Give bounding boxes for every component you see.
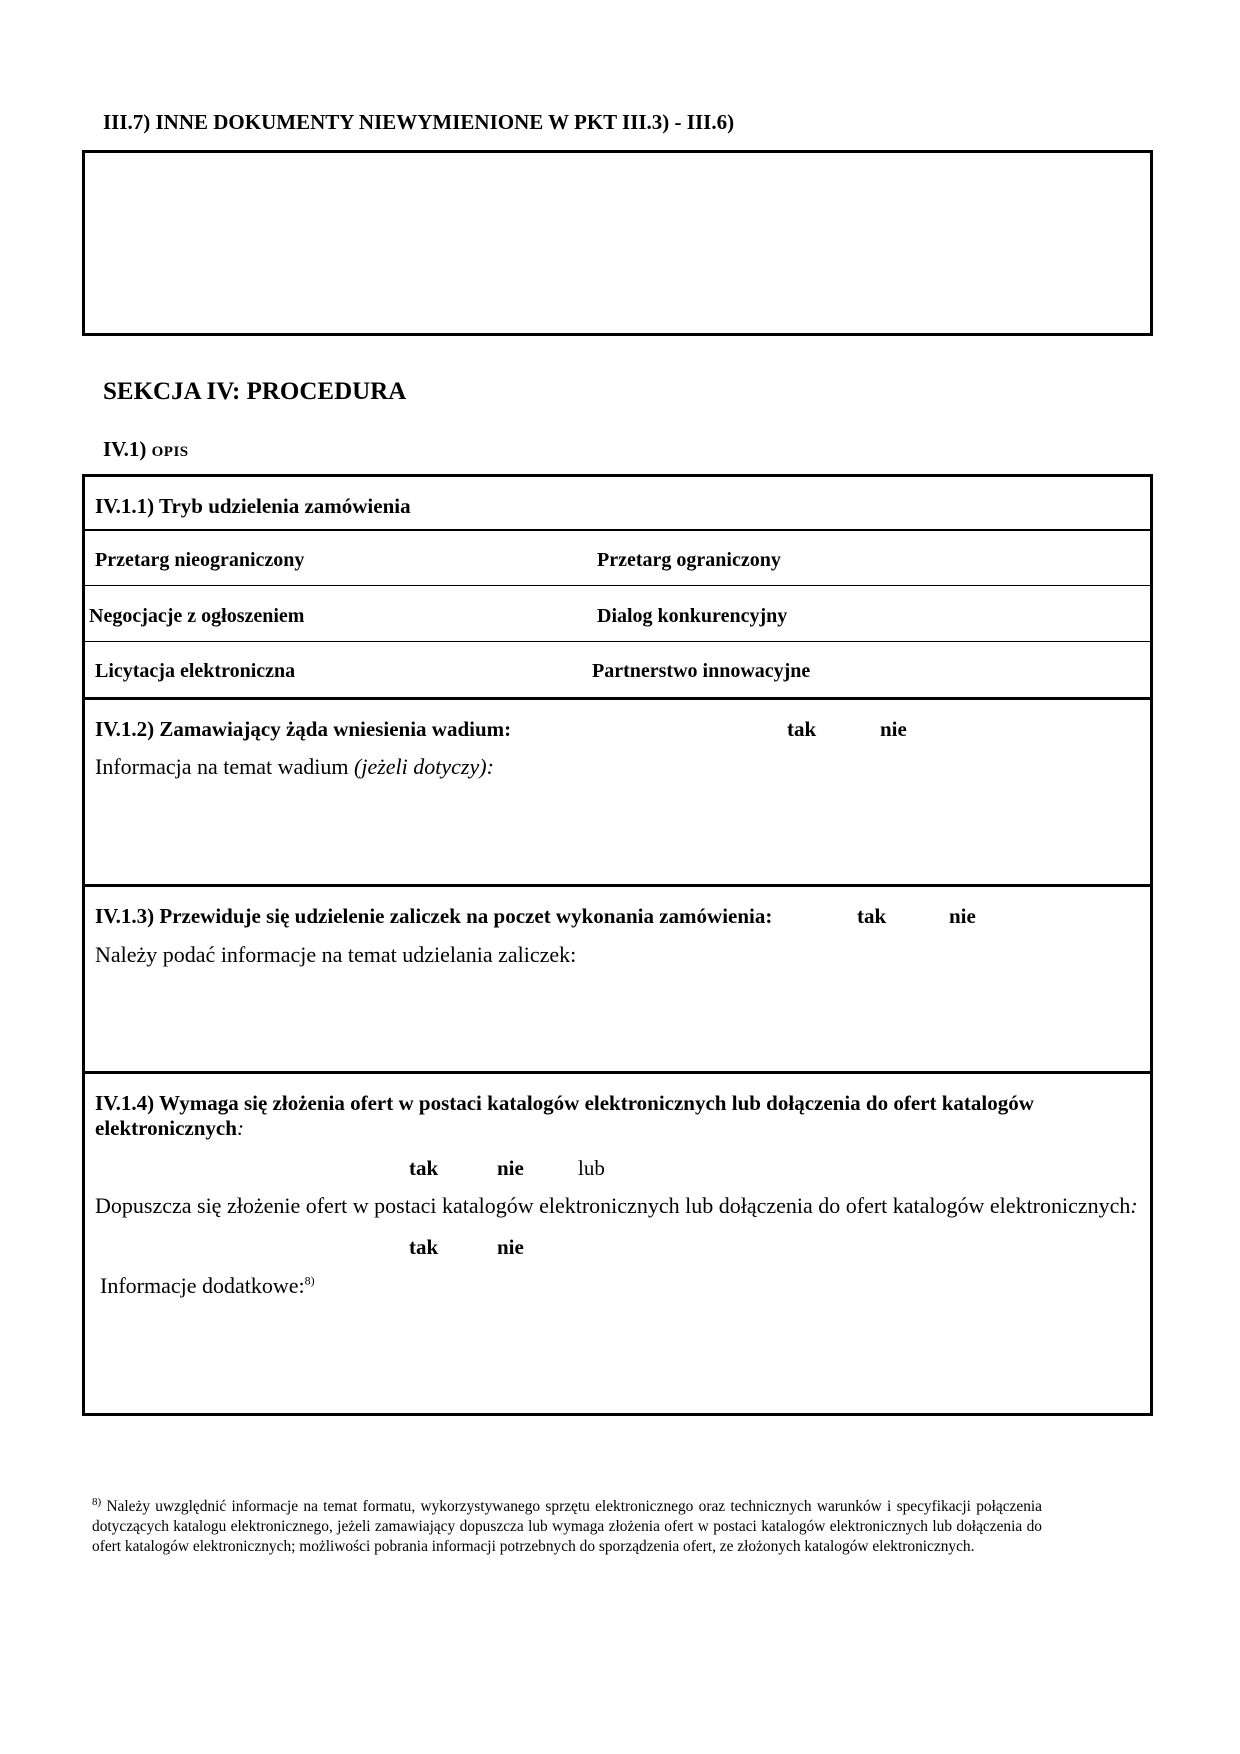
iv14-yes-option[interactable]: tak (409, 1156, 439, 1180)
iv14-heading-colon: : (236, 1116, 244, 1140)
divider (84, 641, 1151, 642)
divider (82, 529, 1153, 531)
divider (82, 884, 1153, 887)
section-iv1-heading (103, 437, 189, 462)
option-dialog-konkurencyjny[interactable]: Dialog konkurencyjny (597, 605, 788, 627)
footnote-text: Należy uwzględnić informacje na temat formatu, wykorzystywanego sprzętu elektronicznego oraz technicznych warunków i specyfikacji połączenia dotyczących katalogu elektronicznego, jeżeli zamawiający dopuszcza lub wymaga złożenia ofert w postaci katalogów elektronicznych lub dołączenia do ofert katalogów elektronicznych; możliwości pobrania informacji potrzebnych do sporządzenia ofert, ze złożonych katalogów elektronicznych. (92, 1498, 1042, 1556)
iv14-extra-text: Informacje dodatkowe: (100, 1273, 305, 1298)
iv12-info-text: Informacja na temat wadium (95, 754, 349, 779)
section-iv1-label: OPIS (151, 444, 189, 460)
iv12-heading: IV.1.2) Zamawiający żąda wniesienia wadium: (95, 717, 512, 741)
option-negocjacje-z-ogloszeniem[interactable]: Negocjacje z ogłoszeniem (89, 605, 305, 627)
iv14-allowed-yes-option[interactable]: tak (409, 1235, 439, 1259)
iv14-no-option[interactable]: nie (497, 1156, 524, 1180)
iv13-heading: IV.1.3) Przewiduje się udzielenie zaliczek na poczet wykonania zamówienia: (95, 904, 773, 928)
iv14-heading (95, 1091, 1135, 1141)
option-partnerstwo-innowacyjne[interactable]: Partnerstwo innowacyjne (592, 660, 811, 682)
option-przetarg-ograniczony[interactable]: Przetarg ograniczony (597, 549, 781, 571)
section-iv-title: SEKCJA IV: PROCEDURA (103, 378, 407, 405)
section-iv1-prefix: IV.1) (103, 437, 147, 461)
iv12-yes-option[interactable]: tak (787, 717, 817, 741)
iv11-heading: IV.1.1) Tryb udzielenia zamówienia (95, 494, 411, 518)
iv12-info-note: (jeżeli dotyczy): (354, 754, 494, 779)
iv14-extra-info-label (100, 1273, 315, 1299)
iv12-info-label (95, 754, 494, 780)
iv14-allowed-no-option[interactable]: nie (497, 1235, 524, 1259)
iv14-allowed-text (95, 1193, 1138, 1219)
footnote-marker: 8) (92, 1496, 102, 1508)
iv13-yes-option[interactable]: tak (857, 904, 887, 928)
divider (82, 697, 1153, 700)
divider (84, 585, 1151, 586)
iv13-info-label: Należy podać informacje na temat udzielania zaliczek: (95, 942, 577, 967)
iv14-allowed-label: Dopuszcza się złożenie ofert w postaci katalogów elektronicznych lub dołączenia do ofert katalogów elektronicznych (95, 1193, 1131, 1218)
section-iii7-heading: III.7) INNE DOKUMENTY NIEWYMIENIONE W PKT III.3) - III.6) (103, 110, 735, 134)
option-przetarg-nieograniczony[interactable]: Przetarg nieograniczony (95, 549, 305, 571)
option-licytacja-elektroniczna[interactable]: Licytacja elektroniczna (95, 660, 296, 682)
footnote-8 (92, 1492, 1042, 1557)
iv13-no-option[interactable]: nie (949, 904, 976, 928)
iv14-or-label: lub (578, 1156, 605, 1180)
iv12-no-option[interactable]: nie (880, 717, 907, 741)
iv14-footnote-ref[interactable]: 8) (304, 1273, 315, 1288)
iv14-heading-line2: elektronicznych (95, 1116, 237, 1140)
iv14-heading-line1: IV.1.4) Wymaga się złożenia ofert w postaci katalogów elektronicznych lub dołączenia do ofert katalogów (95, 1091, 1034, 1115)
divider (82, 1071, 1153, 1074)
iv14-allowed-colon: : (1130, 1193, 1138, 1218)
section-iii7-field[interactable] (82, 150, 1153, 336)
